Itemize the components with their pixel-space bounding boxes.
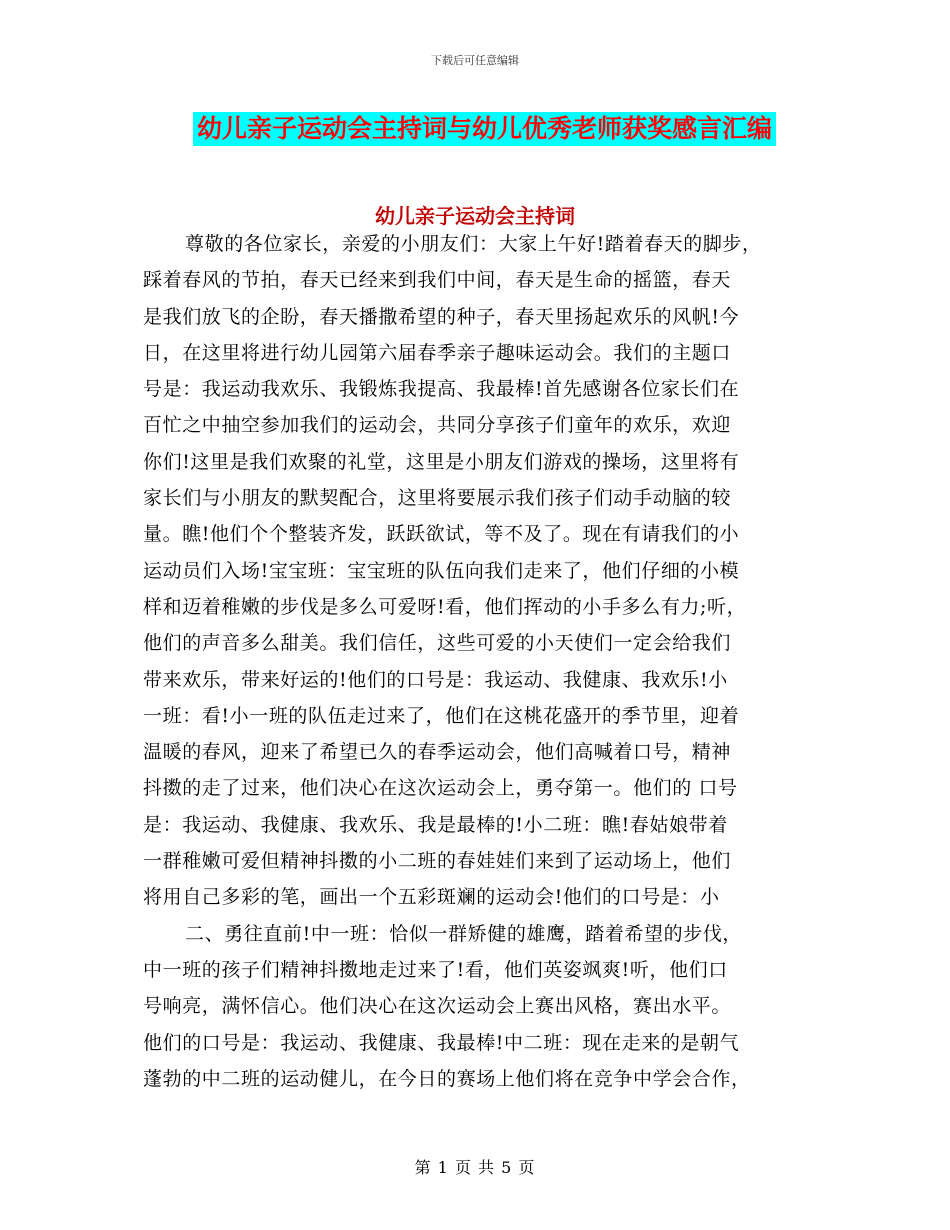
paragraph-line: 号响亮，满怀信心。他们决心在这次运动会上赛出风格，赛出水平。 xyxy=(143,995,732,1018)
paragraph-line: 家长们与小朋友的默契配合，这里将要展示我们孩子们动手动脑的较 xyxy=(143,487,732,510)
paragraph-line: 量。瞧!他们个个整装齐发，跃跃欲试，等不及了。现在有请我们的小 xyxy=(143,523,740,546)
paragraph-line: 将用自己多彩的笔，画出一个五彩斑斓的运动会!他们的口号是：小 xyxy=(143,886,720,909)
paragraph-line: 百忙之中抽空参加我们的运动会，共同分享孩子们童年的欢乐，欢迎 xyxy=(143,414,732,437)
paragraph-line: 你们!这里是我们欢聚的礼堂，这里是小朋友们游戏的操场，这里将有 xyxy=(143,450,740,473)
paragraph-line: 踩着春风的节拍，春天已经来到我们中间，春天是生命的摇篮，春天 xyxy=(143,269,732,292)
paragraph-line: 温暖的春风，迎来了希望已久的春季运动会，他们高喊着口号，精神 xyxy=(143,741,732,764)
paragraph-line: 带来欢乐，带来好运的!他们的口号是：我运动、我健康、我欢乐!小 xyxy=(143,668,728,691)
paragraph-line: 他们的声音多么甜美。我们信任，这些可爱的小天使们一定会给我们 xyxy=(143,632,732,655)
document-title: 幼儿亲子运动会主持词与幼儿优秀老师获奖感言汇编 xyxy=(193,112,776,146)
paragraph-line: 中一班的孩子们精神抖擞地走过来了!看，他们英姿飒爽!听，他们口 xyxy=(143,958,728,981)
section-title: 幼儿亲子运动会主持词 xyxy=(375,204,575,228)
paragraph-line: 他们的口号是：我运动、我健康、我最棒!中二班：现在走来的是朝气 xyxy=(143,1031,740,1054)
paragraph-line: 是我们放飞的企盼，春天播撒希望的种子，春天里扬起欢乐的风帆!今 xyxy=(143,305,740,328)
header-note: 下载后可任意编辑 xyxy=(431,54,519,67)
page-footer: 第 1 页 共 5 页 xyxy=(414,1158,536,1177)
paragraph-line: 号是：我运动我欢乐、我锻炼我提高、我最棒!首先感谢各位家长们在 xyxy=(143,378,740,401)
paragraph-line: 一班：看!小一班的队伍走过来了，他们在这桃花盛开的季节里，迎着 xyxy=(143,704,740,727)
paragraph-line: 是：我运动、我健康、我欢乐、我是最棒的!小二班：瞧!春姑娘带着 xyxy=(143,813,728,836)
paragraph-line: 样和迈着稚嫩的步伐是多么可爱呀!看，他们挥动的小手多么有力;听， xyxy=(143,595,747,618)
paragraph-line: 尊敬的各位家长，亲爱的小朋友们：大家上午好!踏着春天的脚步， xyxy=(185,233,762,255)
paragraph-line: 蓬勃的中二班的运动健儿，在今日的赛场上他们将在竞争中学会合作， xyxy=(143,1067,751,1090)
paragraph-line: 日，在这里将进行幼儿园第六届春季亲子趣味运动会。我们的主题口 xyxy=(143,341,732,364)
paragraph-line: 运动员们入场!宝宝班：宝宝班的队伍向我们走来了，他们仔细的小模 xyxy=(143,559,740,582)
paragraph-line: 抖擞的走了过来，他们决心在这次运动会上，勇夺第一。他们的 口号 xyxy=(143,777,738,800)
paragraph-line: 二、勇往直前!中一班：恰似一群矫健的雄鹰，踏着希望的步伐， xyxy=(185,922,743,945)
body-text xyxy=(143,226,823,1097)
paragraph-line: 一群稚嫩可爱但精神抖擞的小二班的春娃娃们来到了运动场上，他们 xyxy=(143,850,732,873)
